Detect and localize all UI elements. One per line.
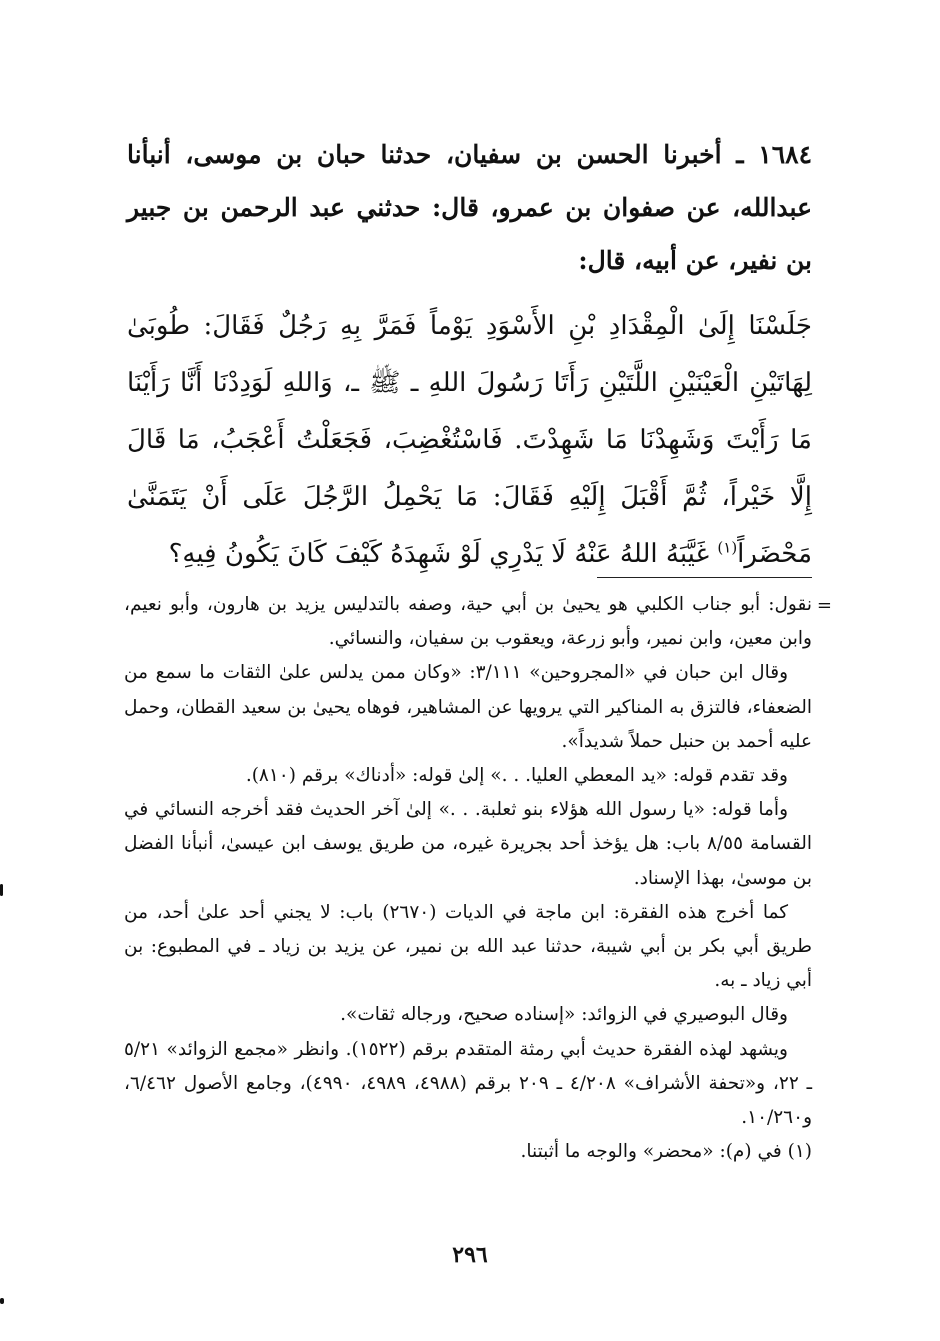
footnote-reference: (١) <box>717 538 738 557</box>
hadith-matn-part-2: غَيَّبَهُ اللهُ عَنْهُ لَا يَدْرِي لَوْ شَهِدَهُ كَيْفَ كَانَ يَكُونُ فِيهِ؟ <box>168 539 718 569</box>
hadith-matn <box>127 298 812 583</box>
footnote-divider <box>597 577 812 578</box>
scan-edge-mark <box>0 1298 4 1304</box>
footnote-continuation-mark: = <box>816 595 832 616</box>
hadith-matn-part-1: جَلَسْنَا إِلَىٰ الْمِقْدَادِ بْنِ الأَسْوَدِ يَوْماً فَمَرَّ بِهِ رَجُلٌ فَقَالَ: طُوبَىٰ لِهَاتَيْنِ الْعَيْنَيْنِ اللَّتَيْنِ رَأَتَا رَسُولَ اللهِ ـ ﷺ ـ، وَاللهِ لَوَدِدْنَا أَنَّا رَأَيْنَا مَا رَأَيْتَ وَشَهِدْنَا مَا شَهِدْتَ. فَاسْتُغْضِبَ، فَجَعَلْتُ أَعْجَبُ، مَا قَالَ إِلَّا خَيْراً، ثُمَّ أَقْبَلَ إِلَيْهِ فَقَالَ: مَا يَحْمِلُ الرَّجُلَ عَلَى أَنْ يَتَمَنَّىٰ مَحْضَراً <box>127 311 812 569</box>
note-paragraph: وقال البوصيري في الزوائد: «إسناده صحيح، ورجاله ثقات». <box>340 1004 788 1026</box>
footnotes-section <box>124 588 812 1169</box>
hadith-number: ١٦٨٤ <box>758 140 812 169</box>
note-paragraph: ويشهد لهذه الفقرة حديث أبي رمثة المتقدم برقم (١٥٢٢). وانظر «مجمع الزوائد» ٥/٢١ ـ ٢٢، و«تحفة الأشراف» ٤/٢٠٨ ـ ٢٠٩ برقم (٤٩٨٨، ٤٩٨٩، ٤٩٩٠)، وجامع الأصول ٦/٤٦٢، و١٠/٢٦٠. <box>124 1038 812 1129</box>
note-paragraph: وقال ابن حبان في «المجروحين» ٣/١١١: «وكان ممن يدلس علىٰ الثقات ما سمع من الضعفاء، فالتزق به المناكير التي يرويها عن المشاهير، فوهاه يحيىٰ بن سعيد القطان، وحمل عليه أحمد بن حنبل حملاً شديداً». <box>124 662 812 752</box>
hadith-isnad-paragraph <box>127 128 812 287</box>
hadith-isnad: ـ أخبرنا الحسن بن سفيان، حدثنا حبان بن موسى، أنبأنا عبدالله، عن صفوان بن عمرو، قال: حدثني عبد الرحمن بن جبير بن نفير، عن أبيه، قال: <box>127 140 812 275</box>
footnote-1: (١) في (م): «محضر» والوجه ما أثبتنا. <box>520 1141 812 1163</box>
note-paragraph: كما أخرج هذه الفقرة: ابن ماجة في الديات (٢٦٧٠) باب: لا يجني أحد علىٰ أحد، من طريق أبي بكر بن أبي شيبة، حدثنا عبد الله بن نمير، عن يزيد بن زياد ـ في المطبوع: بن أبي زياد ـ به. <box>124 901 812 992</box>
note-paragraph: نقول: أبو جناب الكلبي هو يحيىٰ بن أبي حية، وصفه بالتدليس يزيد بن هارون، وأبو نعيم، وابن معين، وابن نمير، وأبو زرعة، ويعقوب بن سفيان، والنسائي. <box>124 594 812 650</box>
note-paragraph: وقد تقدم قوله: «يد المعطي العليا. . .» إلىٰ قوله: «أدناك» برقم (٨١٠). <box>245 765 788 787</box>
page-number: ٢٩٦ <box>452 1242 488 1268</box>
note-paragraph: وأما قوله: «يا رسول الله هؤلاء بنو ثعلبة. . .» إلىٰ آخر الحديث فقد أخرجه النسائي في القسامة ٨/٥٥ باب: هل يؤخذ أحد بجريرة غيره، من طريق يوسف ابن عيسىٰ، أنبأنا الفضل بن موسىٰ، بهذا الإسناد. <box>124 799 812 889</box>
scan-edge-mark <box>0 884 3 896</box>
